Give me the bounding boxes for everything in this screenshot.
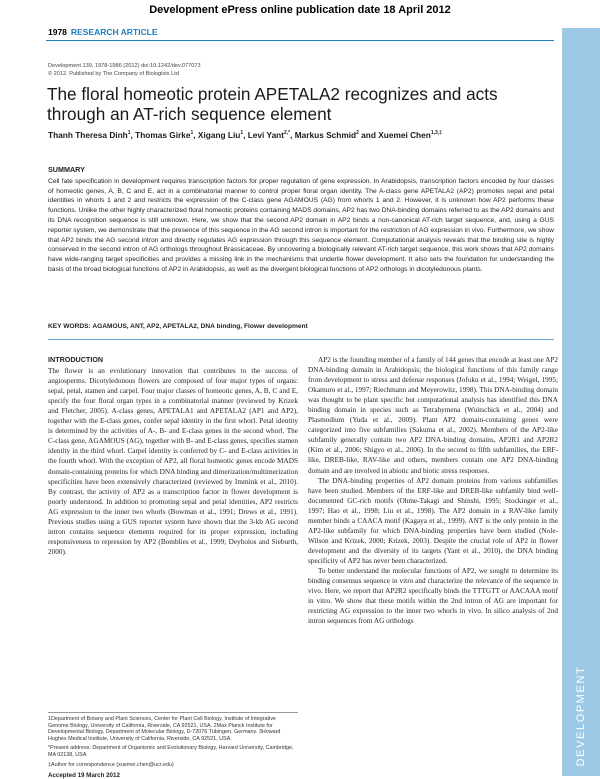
present-address: *Present address: Department of Organismic and Evolutionary Biology, Harvard University, Cambridge, MA 02138, USA [48, 745, 294, 758]
author: Thanh Theresa Dinh$^1$, [48, 130, 136, 140]
author-list [48, 130, 558, 140]
copyright: © 2012. Published by The Company of Biologists Ltd [48, 71, 179, 77]
body-paragraph: To better understand the molecular functions of AP2, we sought to determine its binding consensus sequence in vitro and characterize the relevance of the sequence in vivo. Here, we report that AP2R2 specifically binds the TTTGTT or AACAAA motif in vitro. We show that these motifs within the 2nd intron of AG are important for restricting AG expression to the inner two whorls in vivo. In silico analysis of 2nd intron sequences from AG orthologs [308, 566, 558, 626]
author: Thomas Girke$^1$, [135, 130, 198, 140]
body-paragraph: The DNA-binding properties of AP2 domain proteins from various subfamilies have been studied. Members of the ERF-like and DREB-like subfamily bind well-documented GC-rich motifs (Ohme-Takagi and Shinshi, 1995; Stockinger et al., 1997; Hao et al., 1998; Liu et al., 1998). The AP2 domain in a RAV-like family member binds a CAACA motif (Kagaya et al., 1999). ANT is the only protein in the AP2-like subfamily for which DNA-binding properties have been studied (Nole-Wilson and Krizek, 2000; Krizek, 2003). Despite the crucial role of AP2 in flower development and the diversity of its targets (Yant et al., 2010), the DNA binding specificity of AP2 has never been characterized. [308, 476, 558, 565]
page-number: 1978 [48, 27, 67, 37]
body-paragraph: AP2 is the founding member of a family of 144 genes that encode at least one AP2 DNA-binding domain in Arabidopsis; the biological functions of this family range from development to stress and defense responses (Jofuku et al., 1994; Weigel, 1995; Okamuro et al., 1997; Riechmann and Meyerowitz, 1998). This DNA-binding domain was thought to be plant specific but computational analysis has identified this DNA binding domain in species such as Tetrahymena (Wuitschick et al., 2004) and Plasmodium (Yuda et al., 2009). Plant AP2 domain-containing genes were categorized into five subfamilies (Sakuma et al., 2002). Members of the AP2-like subfamily generally contain two AP2 DNA-binding domains, AP2R1 and AP2R2 (Kim et al., 2006; Shigyo et al., 2006). In the second to fifth subfamilies, the ERF-like, DREB-like, RAV-like and others, members contain one AP2 DNA-binding domain and are involved in abiotic and biotic stress responses. [308, 356, 559, 475]
author: Xuemei Chen$^{1,3,\ddagger}$ [378, 130, 442, 140]
introduction-paragraph: The flower is an evolutionary innovation that contributes to the success of angiosperms. Dicotyledonous flowers are composed of four major types of organs: sepal, petal, stamen and carpel. Four major classes of homeotic genes, A, B, C and E, specify the four floral organ types in a combinatorial manner (reviewed by Krizek and Fletcher, 2005). A-class genes, APETALA1 and APETALA2 (AP1 and AP2), together with the E-class genes, confer sepal identity in the first whorl. Petal identity is determined by the activities of A-, B- and E-class genes in the second whorl. The C-class gene, AGAMOUS (AG), together with B- and E-class genes, specifies stamen identity in the third whorl. Carpel identity is conferred by C- and E-class activities in the fourth whorl. With the exception of AP2, all floral homeotic genes encode MADS domain-containing proteins for which DNA binding and dimerization/multimerization specificities have been extensively characterized (reviewed by Immink et al., 2010). By contrast, the activity of AP2 as a transcription factor in flower development is poorly understood. In addition to promoting sepal and petal identities, AP2 restricts AG expression to the inner two whorls (Bowman et al., 1991; Drews et al., 1991). Previous studies using a GUS reporter system have shown that the 3-kb AG second intron contains sequence elements required for its proper expression, including responsiveness to repression by AP2 (Bomblies et al., 1999; Deyholos and Sieburth, 2000). [48, 367, 298, 556]
footnote-divider [48, 712, 298, 713]
author: Levi Yant$^{2,*}$, [247, 130, 295, 140]
page-header [48, 27, 158, 37]
introduction-heading: INTRODUCTION [48, 355, 104, 364]
affiliations: 1Department of Botany and Plant Sciences, Center for Plant Cell Biology, Institute of Integrative Genome Biology, University of California, Riverside, CA 92521, USA. 2Max Planck Institute for Developmental Biology, Department of Molecular Biology, D-72076 Tübingen, Germany. 3Howard Hughes Medical Institute, University of California, Riverside, CA 92521, USA. [48, 716, 281, 742]
journal-side-bar [562, 28, 600, 776]
author: Xigang Liu$^1$, [197, 130, 248, 140]
correspondence: ‡Author for correspondence (xuemei.chen@ucr.edu) [48, 761, 174, 768]
summary-text: Cell fate specification in development requires transcription factors for proper regulation of gene expression. In Arabidopsis, transcription factors encoded by four classes of homeotic genes, A, B, C and E, act in a combinatorial manner to control proper floral organ identity. The A-class gene APETALA2 (AP2) promotes sepal and petal identities in whorls 1 and 2 and restricts the expression of the C-class gene AGAMOUS (AG) from whorls 1 and 2. However, it is unknown how AP2 performs these functions. Unlike the other highly characterized floral homeotic proteins containing MADS domains, AP2 has two DNA-binding domains referred to as the AP2 domains and its DNA recognition sequence is still unknown. Here, we show that the second AP2 domain in AP2 binds a non-canonical AT-rich target sequence, and, using a GUS reporter system, we demonstrate that the presence of this sequence in the AG second intron is important for the restriction of AG expression in vivo. Furthermore, we show that AP2 binds the AG second intron and directly regulates AG expression through this sequence element. Computational analysis reveals that the binding site is highly conserved in the second intron of AG orthologs throughout Brassicaceae. By uncovering a biologically relevant AT-rich target sequence, this work shows that AP2 domains have wide-ranging target specificities and provides a missing link in the mechanisms that underlie flower development. It also sets the foundation for understanding the basis of the broad biological functions of AP2 in Arabidopsis, as well as the divergent biological functions of AP2 orthologs in dicotyledonous plants. [48, 177, 554, 273]
affiliations-footnotes [48, 716, 298, 771]
citation: Development 139, 1978-1986 (2012) doi:10.1242/dev.077073 [48, 63, 201, 69]
online-publication-banner: Development ePress online publication date 18 April 2012 [149, 4, 451, 16]
summary-heading: SUMMARY [48, 165, 85, 174]
keywords-divider [48, 339, 554, 340]
author: Markus Schmid$^2$ and [294, 130, 379, 140]
article-title: The floral homeotic protein APETALA2 recognizes and acts through an AT-rich sequence element [47, 84, 498, 124]
section-label: RESEARCH ARTICLE [70, 27, 158, 37]
citation-block [48, 62, 201, 78]
journal-side-label: DEVELOPMENT [575, 665, 587, 767]
summary-section [48, 165, 554, 275]
left-column [48, 355, 298, 557]
header-divider [46, 40, 554, 41]
keywords: KEY WORDS: AGAMOUS, ANT, AP2, APETALA2, DNA binding, Flower development [48, 323, 308, 330]
accepted-date: Accepted 19 March 2012 [48, 772, 120, 779]
right-column [308, 355, 558, 626]
